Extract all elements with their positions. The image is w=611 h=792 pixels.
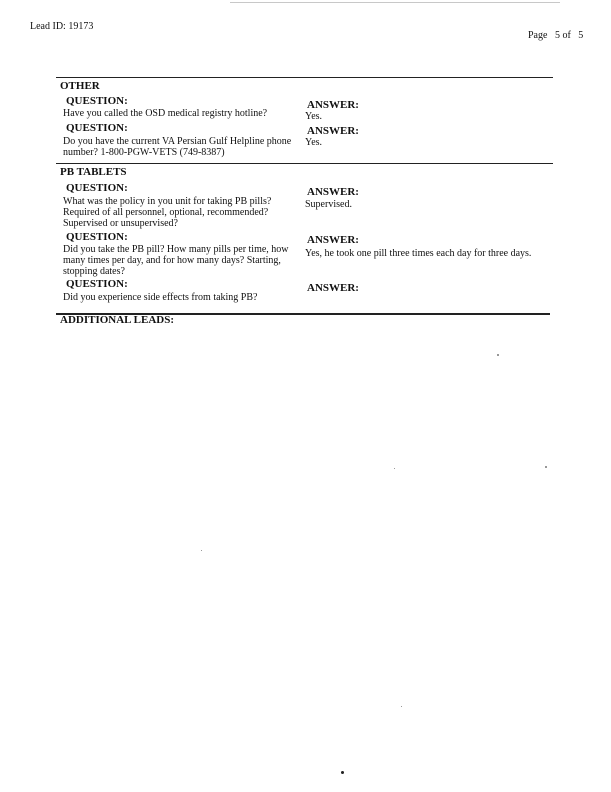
question-label: QUESTION: (66, 278, 128, 290)
question-text: What was the policy in you unit for taking PB pills? Required of all personnel, optional, recommended? Supervised or unsupervised? (63, 196, 272, 229)
page-number: Page 5 of 5 (528, 30, 584, 41)
scan-speck (201, 550, 202, 551)
answer-text: Yes. (305, 137, 323, 148)
question-text: Did you experience side effects from taking PB? (63, 292, 258, 303)
answer-label: ANSWER: (307, 234, 359, 246)
scan-top-edge-line (230, 2, 560, 3)
answer-text: Supervised. (305, 199, 352, 210)
answer-label: ANSWER: (307, 282, 359, 294)
lead-id: Lead ID: 19173 (30, 21, 94, 32)
scan-speck (394, 468, 395, 469)
scan-speck (497, 354, 499, 356)
question-label: QUESTION: (66, 182, 128, 194)
question-label: QUESTION: (66, 231, 128, 243)
scan-speck (341, 771, 344, 774)
answer-label: ANSWER: (307, 186, 359, 198)
section-title-additional-leads: ADDITIONAL LEADS: (60, 314, 174, 326)
answer-text: Yes, he took one pill three times each day for three days. (305, 248, 532, 259)
section-title-pb-tablets: PB TABLETS (60, 166, 127, 178)
answer-label: ANSWER: (307, 99, 359, 111)
section-title-other: OTHER (60, 80, 100, 92)
question-label: QUESTION: (66, 122, 128, 134)
scan-speck (401, 706, 402, 707)
question-text: Did you take the PB pill? How many pills per time, how many times per day, and for how many days? Starting, stopping dates? (63, 244, 289, 277)
section-divider-other (56, 77, 553, 78)
answer-label: ANSWER: (307, 125, 359, 137)
answer-text: Yes. (305, 111, 323, 122)
question-text: Do you have the current VA Persian Gulf Helpline phone number? 1-800-PGW-VETS (749-8387) (63, 136, 292, 158)
scan-speck (545, 466, 547, 468)
section-divider-pb-tablets (56, 163, 553, 164)
question-text: Have you called the OSD medical registry hotline? (63, 108, 268, 119)
question-label: QUESTION: (66, 95, 128, 107)
